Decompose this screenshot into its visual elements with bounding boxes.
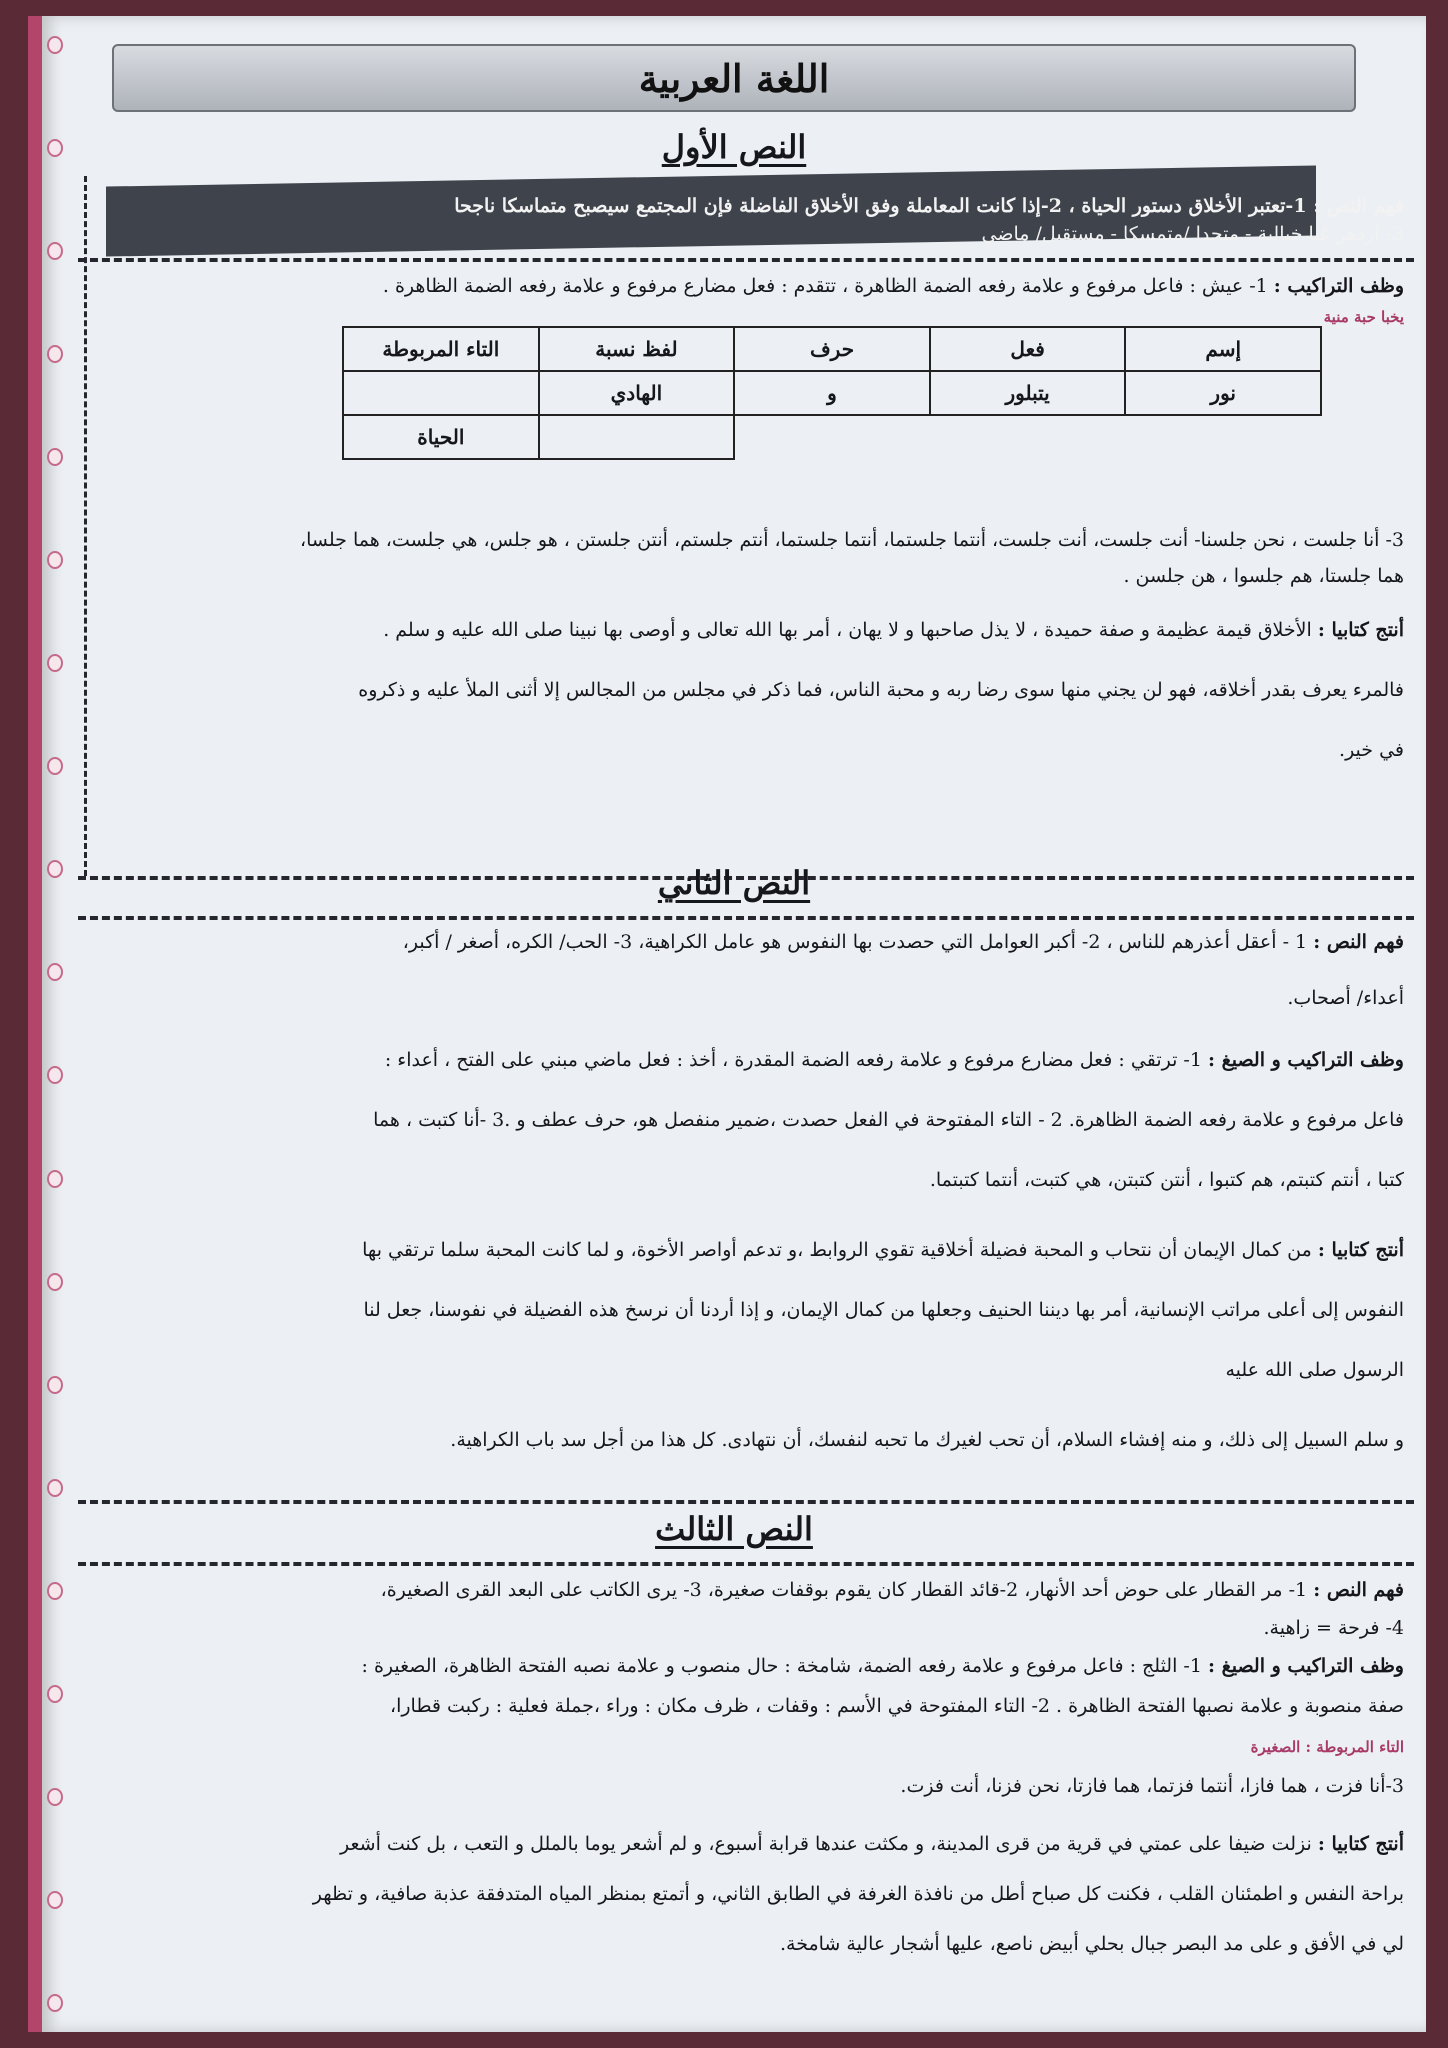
table-cell: الهادي xyxy=(539,371,735,415)
label: أنتج كتابيا : xyxy=(1317,1239,1404,1261)
text3-production-3: لي في الأفق و على مد البصر جبال بحلي أبيض ناصع، عليها أشجار عالية شامخة. xyxy=(779,1933,1404,1955)
table-cell: نور xyxy=(1125,371,1321,415)
label: وظف التراكيب : xyxy=(1273,275,1404,297)
binding-hole xyxy=(47,36,63,54)
binding-hole xyxy=(47,963,63,981)
label: فهم النص : xyxy=(1313,1579,1404,1601)
table-row xyxy=(343,371,1321,415)
text2-production-2: النفوس إلى أعلى مراتب الإنسانية، أمر بها ديننا الحنيف وجعلها من كمال الإيمان، و إذا أردنا أن نرسخ هذه الفضيلة في نفوسنا، جعل لنا xyxy=(363,1299,1404,1321)
text1-title: النص الأول xyxy=(661,128,807,166)
binding-hole xyxy=(47,1994,63,2012)
table-cell xyxy=(343,371,539,415)
text2-production-4: و سلم السبيل إلى ذلك، و منه إفشاء السلام، أن تحب لغيرك ما تحبه لنفسك، أن نتهادى. كل هذا من أجل سد باب الكراهية. xyxy=(450,1429,1404,1451)
binding-hole xyxy=(47,345,63,363)
text3-production: أنتج كتابيا : نزلت ضيفا على عمتي في قرية من قرى المدينة، و مكثت عندها قرابة أسبوع، و لم أشعر يوما بالملل و التعب ، بل كنت أشعر xyxy=(340,1833,1404,1855)
table-cell: و xyxy=(734,371,930,415)
divider xyxy=(78,916,1414,920)
text3-structures-3: التاء المربوطة : الصغيرة xyxy=(1250,1738,1404,1756)
table-cell: إسم xyxy=(1125,327,1321,371)
text2-title: النص الثاني xyxy=(657,864,811,902)
text2-production: أنتج كتابيا : من كمال الإيمان أن نتحاب و المحبة فضيلة أخلاقية تقوي الروابط ،و تدعم أواصر الأخوة، و لما كانت المحبة سلما ترتقي بها xyxy=(362,1239,1404,1261)
binding-hole xyxy=(47,1479,63,1497)
label: أنتج كتابيا : xyxy=(1317,1833,1404,1855)
binding-hole xyxy=(47,757,63,775)
text1-conjugation-2: هما جلستا، هم جلسوا ، هن جلسن . xyxy=(1123,565,1404,587)
word-classification-table xyxy=(342,326,1322,460)
binding-hole xyxy=(47,1170,63,1188)
table-cell xyxy=(930,415,1126,459)
text2-structures-3: كتبا ، أنتم كتبتم، هم كتبوا ، أنتن كتبتن، هي كتبت، أنتما كتبتما. xyxy=(929,1169,1404,1191)
divider xyxy=(78,258,1414,262)
binding-hole xyxy=(47,1273,63,1291)
divider xyxy=(78,1500,1414,1504)
text1-left-border xyxy=(84,176,87,876)
table-cell: الحياة xyxy=(343,415,539,459)
binding-hole xyxy=(47,448,63,466)
table-cell: حرف xyxy=(734,327,930,371)
binding-hole xyxy=(47,1582,63,1600)
table-cell xyxy=(1125,415,1321,459)
table-cell: يتبلور xyxy=(930,371,1126,415)
binding-hole xyxy=(47,1376,63,1394)
label: فهم النص : xyxy=(1313,195,1404,217)
text1-margin-note: يخبا حبة منية xyxy=(1323,308,1404,326)
divider xyxy=(78,1562,1414,1566)
table-cell: فعل xyxy=(930,327,1126,371)
label: وظف التراكيب و الصيغ : xyxy=(1207,1049,1404,1071)
binding-hole xyxy=(47,551,63,569)
text1-production-2: فالمرء يعرف بقدر أخلاقه، فهو لن يجني منها سوى رضا ربه و محبة الناس، فما ذكر في مجلس من المجالس إلا أثنى الملأ عليه و ذكروه xyxy=(358,679,1404,701)
table-cell: لفظ نسبة xyxy=(539,327,735,371)
text2-comprehension: فهم النص : 1 - أعقل أعذرهم للناس ، 2- أكبر العوامل التي حصدت بها النفوس هو عامل الكراهية، 3- الحب/ الكره، أصغر / أكبر، xyxy=(402,931,1404,953)
text1-production-3: في خير. xyxy=(1339,739,1404,761)
text2-structures: وظف التراكيب و الصيغ : 1- ترتقي : فعل مضارع مرفوع و علامة رفعه الضمة المقدرة ، أخذ : فعل ماضي مبني على الفتح ، أعداء : xyxy=(384,1049,1404,1071)
table-row xyxy=(343,327,1321,371)
text3-comprehension: فهم النص : 1- مر القطار على حوض أحد الأنهار، 2-قائد القطار كان يقوم بوقفات صغيرة، 3- يرى الكاتب على البعد القرى الصغيرة، xyxy=(380,1579,1404,1601)
label: فهم النص : xyxy=(1313,931,1404,953)
binding-hole xyxy=(47,654,63,672)
text1-structures: وظف التراكيب : 1- عيش : فاعل مرفوع و علامة رفعه الضمة الظاهرة ، تتقدم : فعل مضارع مرفوع و علامة رفعه الضمة الظاهرة . xyxy=(382,275,1404,297)
text3-comprehension-2: 4- فرحة = زاهية. xyxy=(1263,1617,1404,1639)
text2-structures-2: فاعل مرفوع و علامة رفعه الضمة الظاهرة. 2 - التاء المفتوحة في الفعل حصدت ،ضمير منفصل هو، حرف عطف و .3 -أنا كتبت ، هما xyxy=(373,1109,1404,1131)
notebook-binding xyxy=(42,36,68,2012)
binding-hole xyxy=(47,242,63,260)
text1-comprehension: فهم النص : 1-تعتبر الأخلاق دستور الحياة ، 2-إذا كانت المعاملة وفق الأخلاق الفاضلة فإن المجتمع سيصبح متماسكا ناجحا xyxy=(454,195,1404,217)
text1-comprehension-3: 3- ازدهر غنا خيالية - متجدا /متمسكا - مستقبل/ ماضي xyxy=(981,223,1404,245)
subject-title: اللغة العربية xyxy=(112,44,1356,112)
table-row xyxy=(343,415,1321,459)
table-cell: التاء المربوطة xyxy=(343,327,539,371)
label: أنتج كتابيا : xyxy=(1317,619,1404,641)
label: وظف التراكيب و الصيغ : xyxy=(1207,1655,1404,1677)
text1-conjugation: 3- أنا جلست ، نحن جلسنا- أنت جلست، أنت جلست، أنتما جلستما، أنتما جلستما، أنتم جلستم، أنتن جلستن ، هو جلس، هي جلست، هما جلسا، xyxy=(300,529,1404,551)
binding-hole xyxy=(47,1066,63,1084)
text3-structures-4: 3-أنا فزت ، هما فازا، أنتما فزتما، هما فازتا، نحن فزنا، أنت فزت. xyxy=(900,1775,1404,1797)
text3-structures: وظف التراكيب و الصيغ : 1- الثلج : فاعل مرفوع و علامة رفعه الضمة، شامخة : حال منصوب و علامة نصبه الفتحة الظاهرة، الصغيرة : xyxy=(361,1655,1404,1677)
text2-production-3: الرسول صلى الله عليه xyxy=(1225,1359,1404,1381)
text3-title: النص الثالث xyxy=(655,1510,813,1548)
worksheet-page xyxy=(28,16,1426,2032)
text3-structures-2: صفة منصوبة و علامة نصبها الفتحة الظاهرة . 2- التاء المفتوحة في الأسم : وقفات ، ظرف مكان : وراء ،جملة فعلية : ركبت قطارا، xyxy=(389,1695,1404,1717)
binding-hole xyxy=(47,1788,63,1806)
table-cell xyxy=(539,415,735,459)
text3-production-2: براحة النفس و اطمئنان القلب ، فكنت كل صباح أطل من نافذة الغرفة في الطابق الثاني، و أتمتع بمنظر المياه المتدفقة عذبة صافية، و تظهر xyxy=(312,1883,1404,1905)
table-cell xyxy=(734,415,930,459)
text2-comprehension-2: أعداء/ أصحاب. xyxy=(1287,987,1404,1009)
binding-hole xyxy=(47,1685,63,1703)
text1-production: أنتج كتابيا : الأخلاق قيمة عظيمة و صفة حميدة ، لا يذل صاحبها و لا يهان ، أمر بها الله تعالى و أوصى بها نبينا صلى الله عليه و سلم . xyxy=(383,619,1404,641)
binding-hole xyxy=(47,1891,63,1909)
